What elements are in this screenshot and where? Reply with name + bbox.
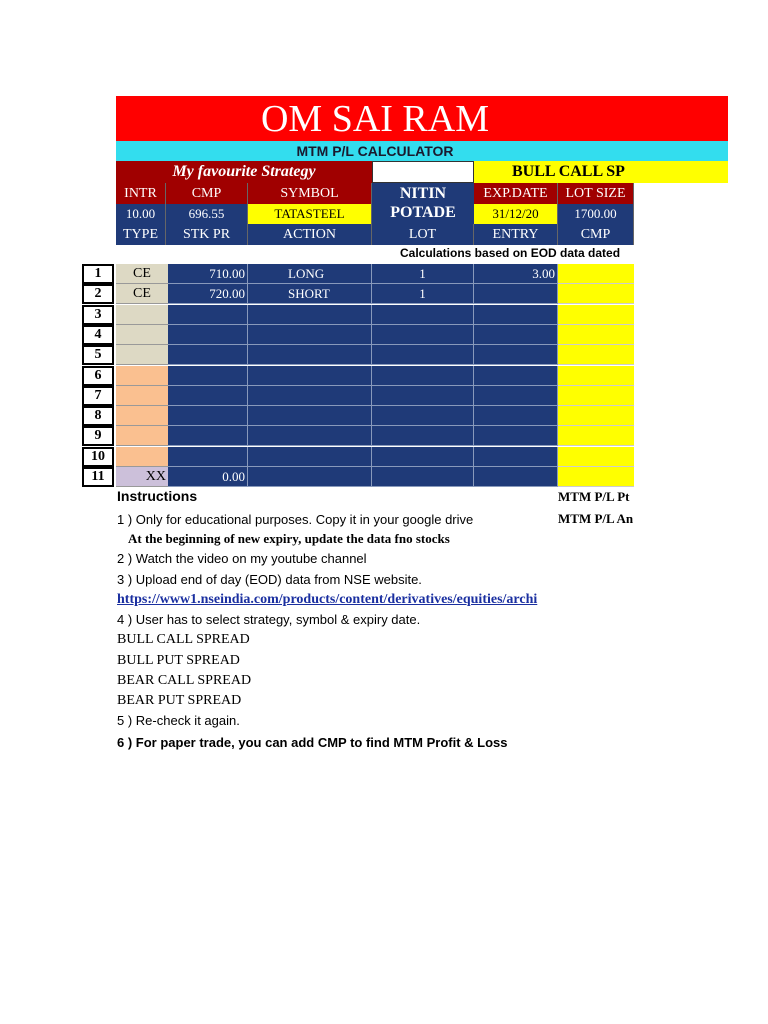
instruction-5: 5 ) Re-check it again. bbox=[117, 713, 240, 728]
header-lotsize: LOT SIZE bbox=[558, 183, 634, 204]
option-type-cell[interactable]: XX bbox=[116, 467, 168, 487]
lotsize-value[interactable]: 1700.00 bbox=[558, 204, 634, 224]
option-type-cell[interactable]: CE bbox=[116, 284, 168, 304]
symbol-select[interactable]: TATASTEEL bbox=[248, 204, 372, 224]
cmp-cell[interactable] bbox=[558, 325, 634, 345]
cmp-cell[interactable] bbox=[558, 386, 634, 406]
header-cmp: CMP bbox=[166, 183, 248, 204]
strike-price-cell[interactable] bbox=[168, 406, 248, 426]
intr-value[interactable]: 10.00 bbox=[116, 204, 166, 224]
action-cell[interactable] bbox=[248, 467, 372, 487]
strike-price-cell[interactable] bbox=[168, 447, 248, 467]
row-number: 3 bbox=[82, 305, 114, 325]
strike-price-cell[interactable]: 720.00 bbox=[168, 284, 248, 304]
row-number: 11 bbox=[82, 467, 114, 487]
entry-cell[interactable] bbox=[474, 447, 558, 467]
lot-cell[interactable] bbox=[372, 345, 474, 365]
option-type-cell[interactable] bbox=[116, 345, 168, 365]
row-number: 10 bbox=[82, 447, 114, 467]
row-number: 7 bbox=[82, 386, 114, 406]
instruction-6: 6 ) For paper trade, you can add CMP to find MTM Profit & Loss bbox=[117, 735, 508, 750]
col-action: ACTION bbox=[248, 224, 372, 245]
lot-cell[interactable] bbox=[372, 305, 474, 325]
row-number: 1 bbox=[82, 264, 114, 284]
strategy-option-3: BEAR CALL SPREAD bbox=[117, 673, 252, 688]
nse-archive-link[interactable]: https://www1.nseindia.com/products/content/derivatives/equities/archi bbox=[117, 592, 538, 607]
row-number: 5 bbox=[82, 345, 114, 365]
action-cell[interactable] bbox=[248, 406, 372, 426]
author-last-name: POTADE bbox=[390, 204, 456, 221]
lot-cell[interactable] bbox=[372, 467, 474, 487]
action-cell[interactable] bbox=[248, 345, 372, 365]
action-cell[interactable] bbox=[248, 366, 372, 386]
entry-cell[interactable] bbox=[474, 284, 558, 304]
instructions-title: Instructions bbox=[117, 488, 198, 504]
instruction-1: 1 ) Only for educational purposes. Copy it in your google drive bbox=[117, 512, 474, 527]
col-entry: ENTRY bbox=[474, 224, 558, 245]
strike-price-cell[interactable] bbox=[168, 426, 248, 446]
strike-price-cell[interactable] bbox=[168, 345, 248, 365]
option-type-cell[interactable] bbox=[116, 447, 168, 467]
action-cell[interactable] bbox=[248, 305, 372, 325]
strategy-option-1: BULL CALL SPREAD bbox=[117, 632, 250, 647]
header-symbol: SYMBOL bbox=[248, 183, 372, 204]
instruction-3: 3 ) Upload end of day (EOD) data from NSE website. bbox=[117, 572, 422, 587]
entry-cell[interactable] bbox=[474, 406, 558, 426]
title-band-extension bbox=[634, 96, 728, 141]
entry-cell[interactable] bbox=[474, 386, 558, 406]
instruction-1b: At the beginning of new expiry, update the data fno stocks bbox=[128, 531, 450, 546]
row-number: 8 bbox=[82, 406, 114, 426]
instruction-4: 4 ) User has to select strategy, symbol & expiry date. bbox=[117, 612, 421, 627]
entry-cell[interactable] bbox=[474, 325, 558, 345]
lot-cell[interactable] bbox=[372, 325, 474, 345]
calculation-note: Calculations based on EOD data dated bbox=[400, 246, 621, 260]
cmp-cell[interactable] bbox=[558, 426, 634, 446]
row-number: 6 bbox=[82, 366, 114, 386]
option-type-cell[interactable]: CE bbox=[116, 264, 168, 284]
col-type: TYPE bbox=[116, 224, 166, 245]
cmp-cell[interactable] bbox=[558, 264, 634, 284]
strategy-option-2: BULL PUT SPREAD bbox=[117, 653, 240, 668]
author-name bbox=[372, 183, 474, 224]
action-cell[interactable] bbox=[248, 386, 372, 406]
entry-cell[interactable] bbox=[474, 426, 558, 446]
option-type-cell[interactable] bbox=[116, 325, 168, 345]
page-title: OM SAI RAM bbox=[116, 96, 634, 141]
action-cell[interactable] bbox=[248, 447, 372, 467]
strike-price-cell[interactable]: 0.00 bbox=[168, 467, 248, 487]
option-type-cell[interactable] bbox=[116, 305, 168, 325]
strike-price-cell[interactable] bbox=[168, 325, 248, 345]
col-stk-pr: STK PR bbox=[166, 224, 248, 245]
lot-cell[interactable] bbox=[372, 447, 474, 467]
entry-cell[interactable] bbox=[474, 467, 558, 487]
row-number: 4 bbox=[82, 325, 114, 345]
instruction-2: 2 ) Watch the video on my youtube channel bbox=[117, 551, 367, 566]
cmp-cell[interactable] bbox=[558, 345, 634, 365]
entry-cell[interactable] bbox=[474, 366, 558, 386]
lot-cell[interactable]: 1 bbox=[372, 264, 474, 284]
col-lot: LOT bbox=[372, 224, 474, 245]
action-cell[interactable]: LONG bbox=[248, 264, 372, 284]
entry-cell[interactable]: 3.00 bbox=[474, 264, 558, 284]
cmp-cell[interactable] bbox=[558, 305, 634, 325]
option-type-cell[interactable] bbox=[116, 386, 168, 406]
entry-cell[interactable] bbox=[474, 345, 558, 365]
mtm-pl-amount-label: MTM P/L An bbox=[558, 511, 634, 526]
option-type-cell[interactable] bbox=[116, 426, 168, 446]
lot-cell[interactable] bbox=[372, 406, 474, 426]
row-number: 9 bbox=[82, 426, 114, 446]
entry-cell[interactable] bbox=[474, 305, 558, 325]
strategy-select[interactable]: BULL CALL SP bbox=[474, 161, 728, 183]
header-expdate: EXP.DATE bbox=[474, 183, 558, 204]
action-cell[interactable]: SHORT bbox=[248, 284, 372, 304]
cmp-value[interactable]: 696.55 bbox=[166, 204, 248, 224]
calculator-subtitle: MTM P/L CALCULATOR bbox=[116, 141, 634, 161]
expdate-select[interactable]: 31/12/20 bbox=[474, 204, 558, 224]
lot-cell[interactable] bbox=[372, 366, 474, 386]
cmp-cell[interactable] bbox=[558, 467, 634, 487]
lot-cell[interactable] bbox=[372, 386, 474, 406]
cmp-cell[interactable] bbox=[558, 447, 634, 467]
row-number: 2 bbox=[82, 284, 114, 304]
strike-price-cell[interactable] bbox=[168, 366, 248, 386]
cmp-cell[interactable] bbox=[558, 406, 634, 426]
option-type-cell[interactable] bbox=[116, 406, 168, 426]
cmp-cell[interactable] bbox=[558, 284, 634, 304]
strategy-option-4: BEAR PUT SPREAD bbox=[117, 693, 242, 708]
lot-cell[interactable]: 1 bbox=[372, 284, 474, 304]
mtm-pl-points-label: MTM P/L Pt bbox=[558, 489, 630, 504]
subtitle-band-extension bbox=[634, 141, 728, 161]
favourite-strategy-label: My favourite Strategy bbox=[116, 161, 372, 183]
col-cmp: CMP bbox=[558, 224, 634, 245]
cmp-cell[interactable] bbox=[558, 366, 634, 386]
strike-price-cell[interactable] bbox=[168, 305, 248, 325]
lot-cell[interactable] bbox=[372, 426, 474, 446]
action-cell[interactable] bbox=[248, 426, 372, 446]
author-first-name: NITIN bbox=[399, 185, 447, 202]
strike-price-cell[interactable] bbox=[168, 386, 248, 406]
option-type-cell[interactable] bbox=[116, 366, 168, 386]
header-intr: INTR bbox=[116, 183, 166, 204]
blank-cell[interactable] bbox=[372, 161, 474, 183]
strike-price-cell[interactable]: 710.00 bbox=[168, 264, 248, 284]
action-cell[interactable] bbox=[248, 325, 372, 345]
